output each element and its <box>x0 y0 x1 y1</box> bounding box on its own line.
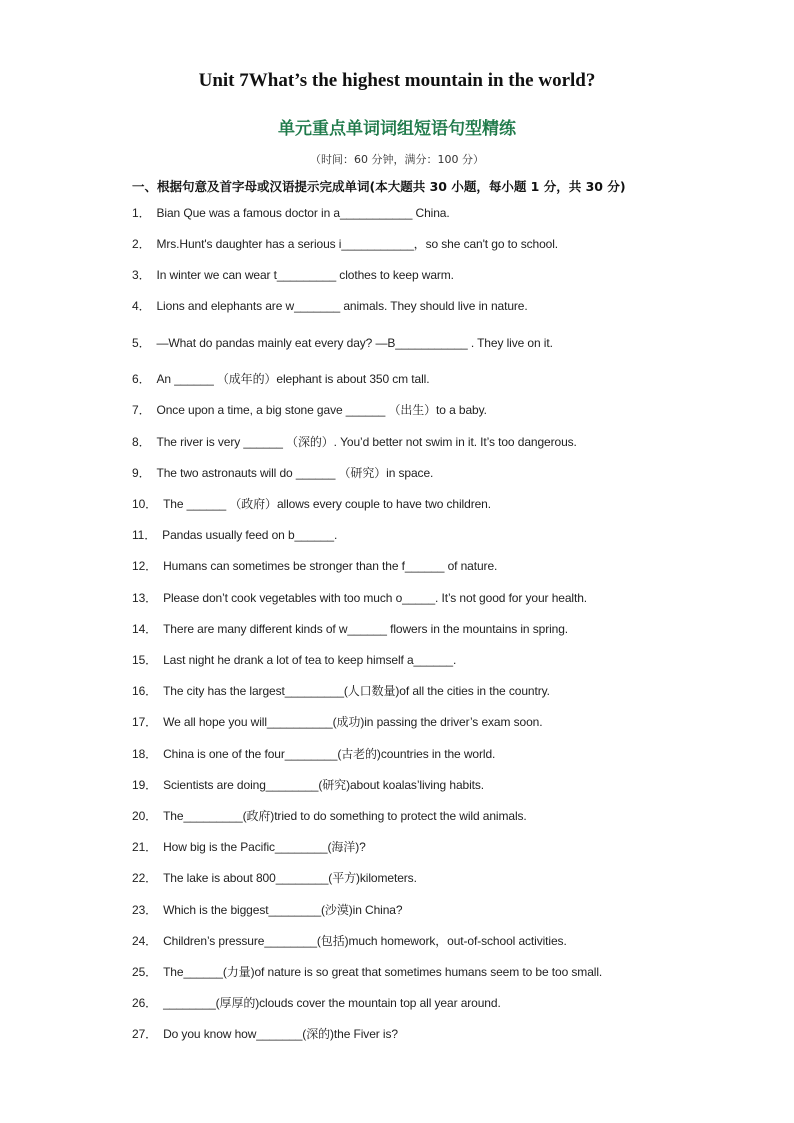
question-number: 16． <box>132 684 158 698</box>
question-number: 10． <box>132 497 158 511</box>
question-number: 6． <box>132 372 151 386</box>
question-text: Pandas usually feed on b______. <box>162 528 338 542</box>
question-number: 13． <box>132 591 158 605</box>
question-item <box>132 994 752 1011</box>
question-number: 21． <box>132 840 158 854</box>
question-text: An ______ （成年的）elephant is about 350 cm tall. <box>156 372 430 386</box>
question-item <box>132 745 752 762</box>
question-number: 12． <box>132 559 158 573</box>
question-item <box>132 838 752 855</box>
question-number: 4． <box>132 299 151 313</box>
question-item <box>132 401 752 418</box>
question-text: Mrs.Hunt's daughter has a serious i___________，so she can't go to school. <box>156 237 559 251</box>
question-number: 27． <box>132 1027 158 1041</box>
question-text: The______(力量)of nature is so great that sometimes humans seem to be too small. <box>163 965 603 979</box>
question-text: We all hope you will__________(成功)in passing the driver’s exam soon. <box>163 715 543 729</box>
question-item <box>132 370 752 387</box>
question-item <box>132 901 752 918</box>
question-text: Do you know how_______(深的)the Fiver is? <box>163 1027 398 1041</box>
question-text: Lions and elephants are w_______ animals. They should live in nature. <box>156 299 528 313</box>
question-number: 8． <box>132 435 151 449</box>
question-text: The river is very ______ （深的）. You’d better not swim in it. It’s too dangerous. <box>156 435 577 449</box>
question-text: —What do pandas mainly eat every day? —B___________ . They live on it. <box>156 336 553 350</box>
question-number: 14． <box>132 622 158 636</box>
question-number: 2． <box>132 237 151 251</box>
question-number: 3． <box>132 268 151 282</box>
question-item <box>132 713 752 730</box>
exam-info: （时间：60 分钟，满分：100 分） <box>310 153 484 166</box>
page-title: Unit 7What’s the highest mountain in the world? <box>198 70 596 91</box>
question-text: In winter we can wear t_________ clothes to keep warm. <box>156 268 454 282</box>
question-item <box>132 557 752 574</box>
question-text: The ______ （政府）allows every couple to have two children. <box>163 497 491 511</box>
question-item <box>132 1025 752 1042</box>
question-number: 11． <box>132 528 157 542</box>
question-number: 20． <box>132 809 158 823</box>
question-number: 1． <box>132 206 151 220</box>
question-item <box>132 464 752 481</box>
question-text: Which is the biggest________(沙漠)in China? <box>163 903 403 917</box>
question-text: The city has the largest_________(人口数量)of all the cities in the country. <box>163 684 550 698</box>
question-number: 18． <box>132 747 158 761</box>
question-item <box>132 495 752 512</box>
question-text: ________(厚厚的)clouds cover the mountain top all year around. <box>163 996 501 1010</box>
question-item <box>132 526 752 543</box>
page-subtitle: 单元重点单词词组短语句型精练 <box>278 119 516 139</box>
question-item <box>132 932 752 949</box>
question-text: The_________(政府)tried to do something to protect the wild animals. <box>163 809 527 823</box>
question-text: China is one of the four________(古老的)countries in the world. <box>163 747 496 761</box>
question-text: Bian Que was a famous doctor in a___________ China. <box>156 206 450 220</box>
question-number: 22． <box>132 871 158 885</box>
question-text: Children’s pressure________(包括)much homework，out-of-school activities. <box>163 934 567 948</box>
question-number: 23． <box>132 903 158 917</box>
question-item <box>132 235 752 252</box>
question-number: 19． <box>132 778 158 792</box>
question-item <box>132 620 752 637</box>
question-item <box>132 433 752 450</box>
question-number: 15． <box>132 653 158 667</box>
question-item <box>132 204 752 221</box>
question-item <box>132 266 752 283</box>
question-item <box>132 963 752 980</box>
question-text: Scientists are doing________(研究)about koalas’living habits. <box>163 778 485 792</box>
question-number: 17． <box>132 715 158 729</box>
question-text: There are many different kinds of w______ flowers in the mountains in spring. <box>163 622 569 636</box>
question-text: Please don’t cook vegetables with too much o_____. It’s not good for your health. <box>163 591 588 605</box>
question-text: Last night he drank a lot of tea to keep himself a______. <box>163 653 457 667</box>
question-number: 7． <box>132 403 151 417</box>
question-item <box>132 651 752 668</box>
question-text: How big is the Pacific________(海洋)? <box>163 840 366 854</box>
question-item <box>132 334 752 351</box>
question-number: 24． <box>132 934 158 948</box>
question-item <box>132 589 752 606</box>
question-item <box>132 776 752 793</box>
question-number: 5． <box>132 336 151 350</box>
question-item <box>132 682 752 699</box>
question-number: 26． <box>132 996 158 1010</box>
section-heading: 一、根据句意及首字母或汉语提示完成单词(本大题共 30 小题，每小题 1 分，共 30 分) <box>132 179 626 194</box>
question-text: Once upon a time, a big stone gave ______ （出生）to a baby. <box>156 403 487 417</box>
question-text: The lake is about 800________(平方)kilometers. <box>163 871 417 885</box>
question-item <box>132 297 752 314</box>
question-item <box>132 807 752 824</box>
question-number: 25． <box>132 965 158 979</box>
question-item <box>132 869 752 886</box>
question-text: Humans can sometimes be stronger than the f______ of nature. <box>163 559 498 573</box>
question-number: 9． <box>132 466 151 480</box>
question-text: The two astronauts will do ______ （研究）in space. <box>156 466 434 480</box>
